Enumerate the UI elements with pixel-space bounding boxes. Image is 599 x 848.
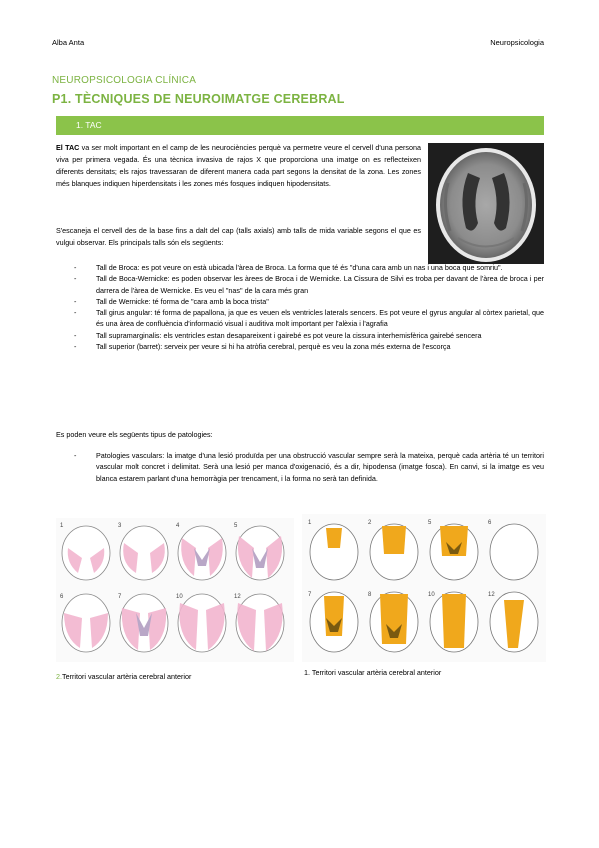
list-item: - Tall de Boca-Wernicke: es poden observar les àrees de Broca i de Wernicke. La Cissura de Silvi es troba per davant de l'àrea de broca i per darrera de l'àrea de Wernicke. Es veu el "nas" de la cara més gran [74,273,544,296]
list-item: - Tall supramarginalis: els ventricles estan desapareixent i gairebé es pot veure la cissura interhemisfèrica gairebé sencera [74,330,544,341]
figure-pink-territory [56,518,294,662]
figure-number: 7 [118,594,122,600]
list-item: - Tall de Wernicke: té forma de "cara amb la boca trista" [74,296,544,307]
header-author: Alba Anta [52,38,85,47]
figure-number: 12 [488,592,495,598]
figure-number: 6 [488,520,492,526]
figure-number: 5 [428,520,432,526]
patologies-list [74,450,544,484]
cuts-list [74,262,544,352]
figure-number: 12 [234,594,241,600]
section-label: 1. TAC [76,120,102,130]
patologies-intro: Es poden veure els següents tipus de patologies: [56,430,213,439]
list-item: - Tall de Broca: es pot veure on està ubicada l'àrea de Broca. La forma que té és "d'una cara amb un nas i una boca que somriu". [74,262,544,273]
figure-number: 3 [118,523,122,529]
figure-number: 2 [368,520,372,526]
section-bar [56,116,544,135]
figure-number: 1 [308,520,312,526]
figure-number: 10 [428,592,435,598]
figure-number: 8 [368,592,372,598]
figure-number: 5 [234,523,238,529]
ct-scan-image [428,143,544,264]
figure-left-caption: 2.Territori vascular artèria cerebral anterior [56,672,192,681]
figure-number: 10 [176,594,183,600]
figure-right-caption: 1. Territori vascular artèria cerebral anterior [304,668,442,677]
header-subject: Neuropsicologia [490,38,544,47]
figure-orange-territory [302,514,546,662]
figure-number: 4 [176,523,180,529]
page-title: P1. TÈCNIQUES DE NEUROIMATGE CEREBRAL [52,92,345,106]
cuts-intro-paragraph: S'escaneja el cervell des de la base fins a dalt del cap (talls axials) amb talls de mida variable segons el que es vulgui observar. Els principals talls són els següents: [56,226,421,248]
figure-number: 7 [308,592,312,598]
list-item: - Tall superior (barret): serveix per veure si hi ha atròfia cerebral, perquè es veu la zona més externa de l'escorça [74,341,544,352]
list-item: - Patologies vasculars: la imatge d'una lesió produïda per una obstrucció vascular sempre serà la mateixa, perquè cada artèria té un territori vascular molt concret i delimitat. Serà una lesió per manca d'oxigenació, és a dir, hipodensa (imatge fosca). En canvi, si la imatge es veu blanca estarem parlant d'una hemorràgia per trencament, i la forma no serà tan definida. [74,450,544,484]
figure-number: 6 [60,594,64,600]
intro-paragraph: El TAC va ser molt important en el camp de les neurociències perquè va permetre veure el cervell d'una persona viva per primera vegada. És una tècnica invasiva de rajos X que proporciona una imatge on es reflecteixen diferents densitats; els rajos travessaran de diferent manera cada part segons la densitat de la zona. Les zones més blanques indiquen hiperdensitats i les zones més fosques indiquen hipodensitats. [56,143,422,189]
figure-number: 1 [60,523,64,529]
list-item: - Tall girus angular: té forma de papallona, ja que es veuen els ventricles laterals sencers. Es pot veure el gyrus angular al còrtex parietal, que és una àrea de confluència d'informació visual i auditiva molt important per l'alèxia i l'agrafia [74,307,544,330]
course-heading: NEUROPSICOLOGIA CLÍNICA [52,75,197,86]
